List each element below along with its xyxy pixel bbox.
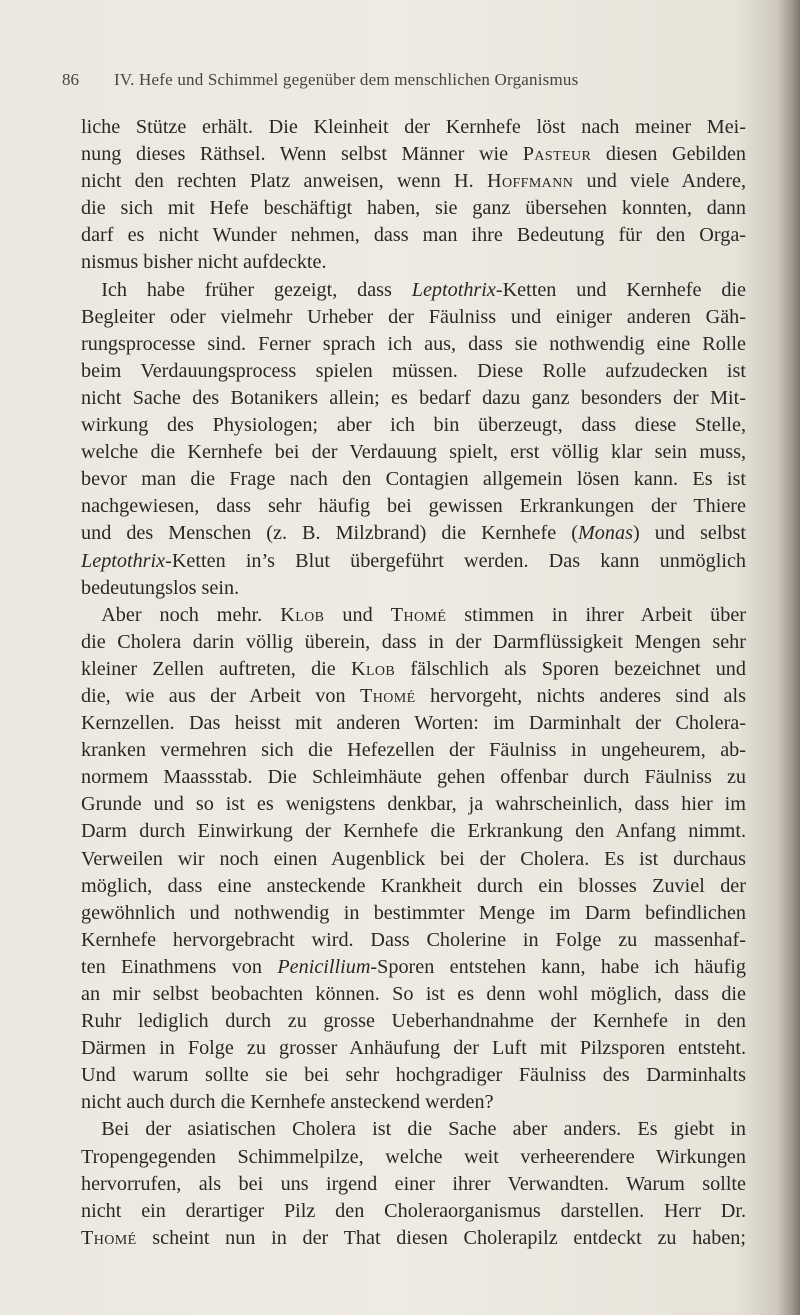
text-segment: welche die Kernhefe bei der Verdauung spielt, erst völlig klar sein muss, <box>81 441 746 464</box>
text-line <box>81 412 746 439</box>
text-line <box>81 222 746 249</box>
text-line <box>81 520 746 547</box>
text-line <box>81 331 746 358</box>
text-segment: kranken vermehren sich die Hefezellen der Fäulniss in ungeheurem, ab- <box>81 739 746 762</box>
italic-term: Monas <box>577 522 633 545</box>
text-segment: liche Stütze erhält. Die Kleinheit der Kernhefe löst nach meiner Mei- <box>81 116 746 138</box>
text-line <box>81 1144 746 1171</box>
text-line <box>81 1116 746 1143</box>
page-number: 86 <box>62 70 79 89</box>
text-line <box>81 873 746 900</box>
text-segment: darf es nicht Wunder nehmen, dass man ihre Bedeutung für den Orga- <box>81 224 746 247</box>
page-edge-shadow <box>778 0 800 1315</box>
text-segment: nicht ein derartiger Pilz den Choleraorganismus darstellen. Herr Dr. <box>81 1199 746 1222</box>
text-line <box>81 1008 746 1035</box>
text-segment: Begleiter oder vielmehr Urheber der Fäulniss und einiger anderen Gäh- <box>81 305 746 328</box>
text-line <box>81 981 746 1008</box>
text-line <box>81 764 746 791</box>
author-name: Klob <box>280 603 325 626</box>
text-line <box>81 900 746 927</box>
text-segment: Grunde und so ist es wenigstens denkbar, ja wahrscheinlich, dass hier im <box>81 793 746 816</box>
text-segment: kleiner Zellen auftreten, die <box>81 657 351 680</box>
text-line <box>81 954 746 981</box>
text-segment: diesen Gebilden <box>591 143 746 166</box>
text-segment: nismus bisher nicht aufdeckte. <box>81 251 327 274</box>
text-line <box>81 195 746 222</box>
text-line <box>81 818 746 845</box>
text-segment: -Sporen entstehen kann, habe ich häufig <box>370 955 746 978</box>
text-line <box>81 1089 746 1116</box>
text-segment: nicht den rechten Platz anweisen, wenn H. <box>81 170 487 193</box>
text-segment: Kernhefe hervorgebracht wird. Dass Cholerine in Folge zu massenhaf- <box>81 928 746 951</box>
text-segment: hervorrufen, als bei uns irgend einer ihrer Verwandten. Warum sollte <box>81 1172 746 1195</box>
text-segment: bevor man die Frage nach den Contagien allgemein lösen kann. Es ist <box>81 468 746 491</box>
text-segment: bedeutungslos sein. <box>81 576 240 599</box>
text-segment: stimmen in ihrer Arbeit über <box>446 603 747 626</box>
text-line <box>81 656 746 683</box>
text-segment: ) und selbst <box>632 522 746 545</box>
text-line <box>81 304 746 331</box>
text-line <box>81 629 746 656</box>
text-segment: nung dieses Räthsel. Wenn selbst Männer wie <box>81 143 523 166</box>
text-line <box>81 737 746 764</box>
text-line <box>81 791 746 818</box>
text-segment: Darm durch Einwirkung der Kernhefe die Erkrankung den Anfang nimmt. <box>81 820 746 843</box>
author-name: Pasteur <box>522 143 592 166</box>
text-segment: Und warum sollte sie bei sehr hochgradiger Fäulniss des Darminhalts <box>81 1064 746 1087</box>
italic-term: Leptothrix <box>81 549 166 572</box>
text-segment: und des Menschen (z. B. Milzbrand) die Kernhefe ( <box>81 522 578 545</box>
text-segment: und viele Andere, <box>573 170 747 193</box>
text-line <box>81 466 746 493</box>
text-line <box>81 846 746 873</box>
text-segment: nicht Sache des Botanikers allein; es bedarf dazu ganz besonders der Mit- <box>81 386 746 409</box>
chapter-title: IV. Hefe und Schimmel gegenüber dem menschlichen Organismus <box>114 70 579 89</box>
text-segment: beim Verdauungsprocess spielen müssen. Diese Rolle aufzudecken ist <box>81 359 746 382</box>
running-header <box>62 70 742 100</box>
text-segment: Ich habe früher gezeigt, dass <box>81 278 412 301</box>
author-name: Thomé <box>390 603 447 626</box>
text-segment: Kernzellen. Das heisst mit anderen Worten: im Darminhalt der Cholera- <box>81 712 746 735</box>
text-segment: nicht auch durch die Kernhefe ansteckend werden? <box>81 1091 494 1114</box>
text-line <box>81 548 746 575</box>
text-segment: die, wie aus der Arbeit von <box>81 684 361 707</box>
text-line <box>81 277 746 304</box>
text-line <box>81 439 746 466</box>
text-line <box>81 114 746 141</box>
text-line <box>81 1171 746 1198</box>
text-segment: Ruhr lediglich durch zu grosse Ueberhandnahme der Kernhefe in den <box>81 1010 746 1033</box>
author-name: Klob <box>350 657 396 680</box>
text-segment: Aber noch mehr. <box>81 603 281 626</box>
text-line <box>81 602 746 629</box>
text-segment: -Ketten und Kernhefe die <box>495 278 746 301</box>
body-text <box>81 114 746 1252</box>
text-segment: Bei der asiatischen Cholera ist die Sache aber anders. Es giebt in <box>81 1118 746 1141</box>
text-segment: an mir selbst beobachten können. So ist es denn wohl möglich, dass die <box>81 983 746 1005</box>
text-segment: scheint nun in der That diesen Cholerapilz entdeckt zu haben; <box>136 1226 746 1249</box>
text-line <box>81 168 746 195</box>
italic-term: Leptothrix <box>411 278 496 301</box>
text-segment: nachgewiesen, dass sehr häufig bei gewissen Erkrankungen der Thiere <box>81 495 746 518</box>
text-line <box>81 141 746 168</box>
text-segment: fälschlich als Sporen bezeichnet und <box>395 657 746 680</box>
text-segment: normem Maassstab. Die Schleimhäute gehen offenbar durch Fäulniss zu <box>81 766 746 789</box>
author-name: Hoffmann <box>486 170 574 193</box>
text-segment: -Ketten in’s Blut übergeführt werden. Das kann unmöglich <box>165 549 746 572</box>
text-line <box>81 710 746 737</box>
text-segment: hervorgeht, nichts anderes sind als <box>415 684 746 707</box>
text-line <box>81 683 746 710</box>
text-segment: ten Einathmens von <box>81 955 278 978</box>
author-name: Thomé <box>360 684 416 707</box>
text-segment: Tropengegenden Schimmelpilze, welche weit verheerendere Wirkungen <box>81 1145 746 1168</box>
text-line <box>81 1198 746 1225</box>
text-segment: die Cholera darin völlig überein, dass in der Darmflüssigkeit Mengen sehr <box>81 630 746 653</box>
author-name: Thomé <box>81 1226 137 1249</box>
text-segment: gewöhnlich und nothwendig in bestimmter Menge im Darm befindlichen <box>81 901 746 924</box>
text-line <box>81 1062 746 1089</box>
text-segment: wirkung des Physiologen; aber ich bin überzeugt, dass diese Stelle, <box>81 414 746 437</box>
text-line <box>81 358 746 385</box>
text-segment: rungsprocesse sind. Ferner sprach ich aus, dass sie nothwendig eine Rolle <box>81 332 746 355</box>
text-line <box>81 493 746 520</box>
text-segment: Därmen in Folge zu grosser Anhäufung der Luft mit Pilzsporen entsteht. <box>81 1037 746 1060</box>
text-segment: Verweilen wir noch einen Augenblick bei der Cholera. Es ist durchaus <box>81 847 746 870</box>
text-segment: möglich, dass eine ansteckende Krankheit durch ein blosses Zuviel der <box>81 874 746 897</box>
italic-term: Penicillium <box>277 955 371 978</box>
text-line <box>81 575 746 602</box>
text-segment: die sich mit Hefe beschäftigt haben, sie ganz übersehen konnten, dann <box>81 197 746 220</box>
text-line <box>81 1035 746 1062</box>
text-segment: und <box>324 603 391 626</box>
text-line <box>81 249 746 276</box>
text-line <box>81 385 746 412</box>
text-line <box>81 1225 746 1252</box>
text-line <box>81 927 746 954</box>
